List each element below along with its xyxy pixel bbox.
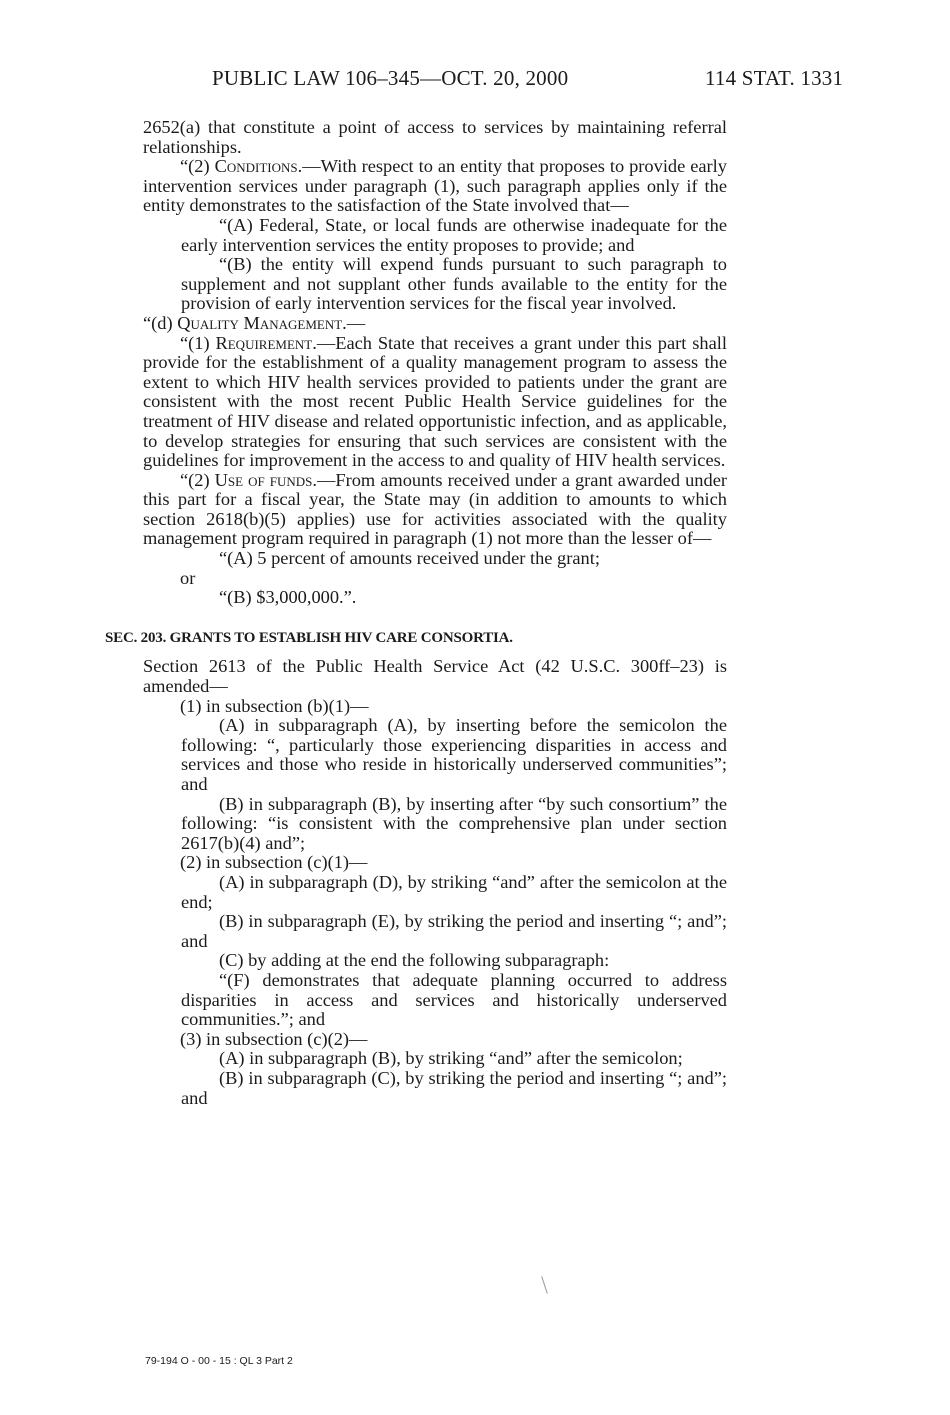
statute-paragraph (143, 569, 727, 589)
paragraph-text: “(B) $3,000,000.”. (219, 587, 357, 608)
statute-paragraph (143, 1049, 727, 1069)
paragraph-text: or (180, 567, 196, 588)
statute-paragraph (143, 873, 727, 912)
statute-paragraph (143, 216, 727, 255)
statute-paragraph (143, 334, 727, 471)
statute-paragraph (143, 795, 727, 854)
statute-paragraph (143, 118, 727, 157)
statute-paragraph (143, 697, 727, 717)
paragraph-text: (A) in subparagraph (A), by inserting before the semicolon the following: “, particularly those experiencing disparities in access and services and those who reside in historically underserved communities”; and (181, 715, 727, 794)
paragraph-text: .—From amounts received under a grant awarded under this part for a fiscal year, the State may (in addition to amounts to which section 2618(b)(5) applies) use for activities associated with the quality management program required in paragraph (1) not more than the lesser of— (143, 469, 727, 549)
statute-body (105, 117, 727, 1108)
statute-paragraph (143, 1069, 727, 1108)
paragraph-text: “(1) (180, 332, 216, 353)
paragraph-caption: Quality Management (177, 312, 343, 333)
paragraph-text: (A) in subparagraph (D), by striking “and” after the semicolon at the end; (181, 871, 727, 912)
statute-paragraph (143, 971, 727, 1030)
statute-paragraph (143, 853, 727, 873)
paragraph-text: “(2) (180, 156, 215, 177)
statute-paragraph (143, 549, 727, 569)
paragraph-text: SEC. 203. GRANTS TO ESTABLISH HIV CARE CONSORTIA. (105, 629, 513, 646)
paragraph-text: “(A) 5 percent of amounts received under the grant; (219, 548, 600, 569)
paragraph-text: Section 2613 of the Public Health Service Act (42 U.S.C. 300ff–23) is amended— (143, 656, 727, 697)
paragraph-text: (1) in subsection (b)(1)— (180, 695, 369, 716)
statute-paragraph (143, 255, 727, 314)
paragraph-text: (2) in subsection (c)(1)— (180, 852, 368, 873)
paragraph-caption: Requirement (215, 332, 313, 353)
paragraph-text: (3) in subsection (c)(2)— (180, 1028, 368, 1049)
paragraph-text: “(B) the entity will expend funds pursuant to such paragraph to supplement and not supplant other funds available to the entity for the provision of early intervention services for the fiscal year involved. (181, 254, 727, 314)
paragraph-text: (B) in subparagraph (B), by inserting after “by such consortium” the following: “is consistent with the comprehensive plan under section 2617(b)(4) and”; (181, 793, 727, 853)
paragraph-text: (C) by adding at the end the following subparagraph: (219, 950, 610, 971)
statute-paragraph (143, 1030, 727, 1050)
stat-reference: 114 STAT. 1331 (705, 66, 844, 90)
law-title: PUBLIC LAW 106–345—OCT. 20, 2000 (212, 66, 569, 90)
paragraph-text: “(d) (143, 312, 178, 333)
paragraph-caption: Conditions (214, 156, 298, 177)
paragraph-text: (A) in subparagraph (B), by striking “and” after the semicolon; (219, 1048, 683, 1069)
paragraph-caption: Use of funds (214, 469, 313, 490)
statute-paragraph (143, 951, 727, 971)
statute-paragraph (143, 912, 727, 951)
paragraph-text: 2652(a) that constitute a point of access to services by maintaining referral relationships. (143, 117, 727, 157)
paragraph-text: .— (342, 312, 366, 333)
statute-paragraph (143, 314, 727, 334)
statute-paragraph (143, 471, 727, 549)
print-code: 79-194 O - 00 - 15 : QL 3 Part 2 (145, 1355, 293, 1367)
paragraph-text: “(A) Federal, State, or local funds are otherwise inadequate for the early intervention services the entity proposes to provide; and (181, 214, 727, 255)
statute-paragraph (143, 657, 727, 696)
section-heading (105, 629, 727, 649)
paragraph-text: .—With respect to an entity that proposes to provide early intervention services under paragraph (1), such paragraph applies only if the entity demonstrates to the satisfaction of the State involved that— (143, 156, 727, 216)
statute-paragraph (143, 588, 727, 608)
paragraph-text: (B) in subparagraph (C), by striking the period and inserting “; and”; and (181, 1067, 727, 1108)
paragraph-text: “(F) demonstrates that adequate planning occurred to address disparities in access and services and historically underserved communities.”; and (181, 969, 727, 1030)
paragraph-text: (B) in subparagraph (E), by striking the period and inserting “; and”; and (181, 911, 727, 951)
paragraph-text: “(2) (180, 469, 215, 490)
statute-paragraph (143, 716, 727, 794)
paragraph-text: .—Each State that receives a grant under this part shall provide for the establishment of a quality management program to assess the extent to which HIV health services provided to patients under the grant are consistent with the most recent Public Health Service guidelines for the treatment of HIV disease and related opportunistic infection, and as applicable, to develop strategies for ensuring that such services are consistent with the guidelines for improvement in the access to and quality of HIV health services. (143, 332, 727, 471)
scan-mark (541, 1276, 548, 1293)
statute-paragraph (143, 157, 727, 216)
